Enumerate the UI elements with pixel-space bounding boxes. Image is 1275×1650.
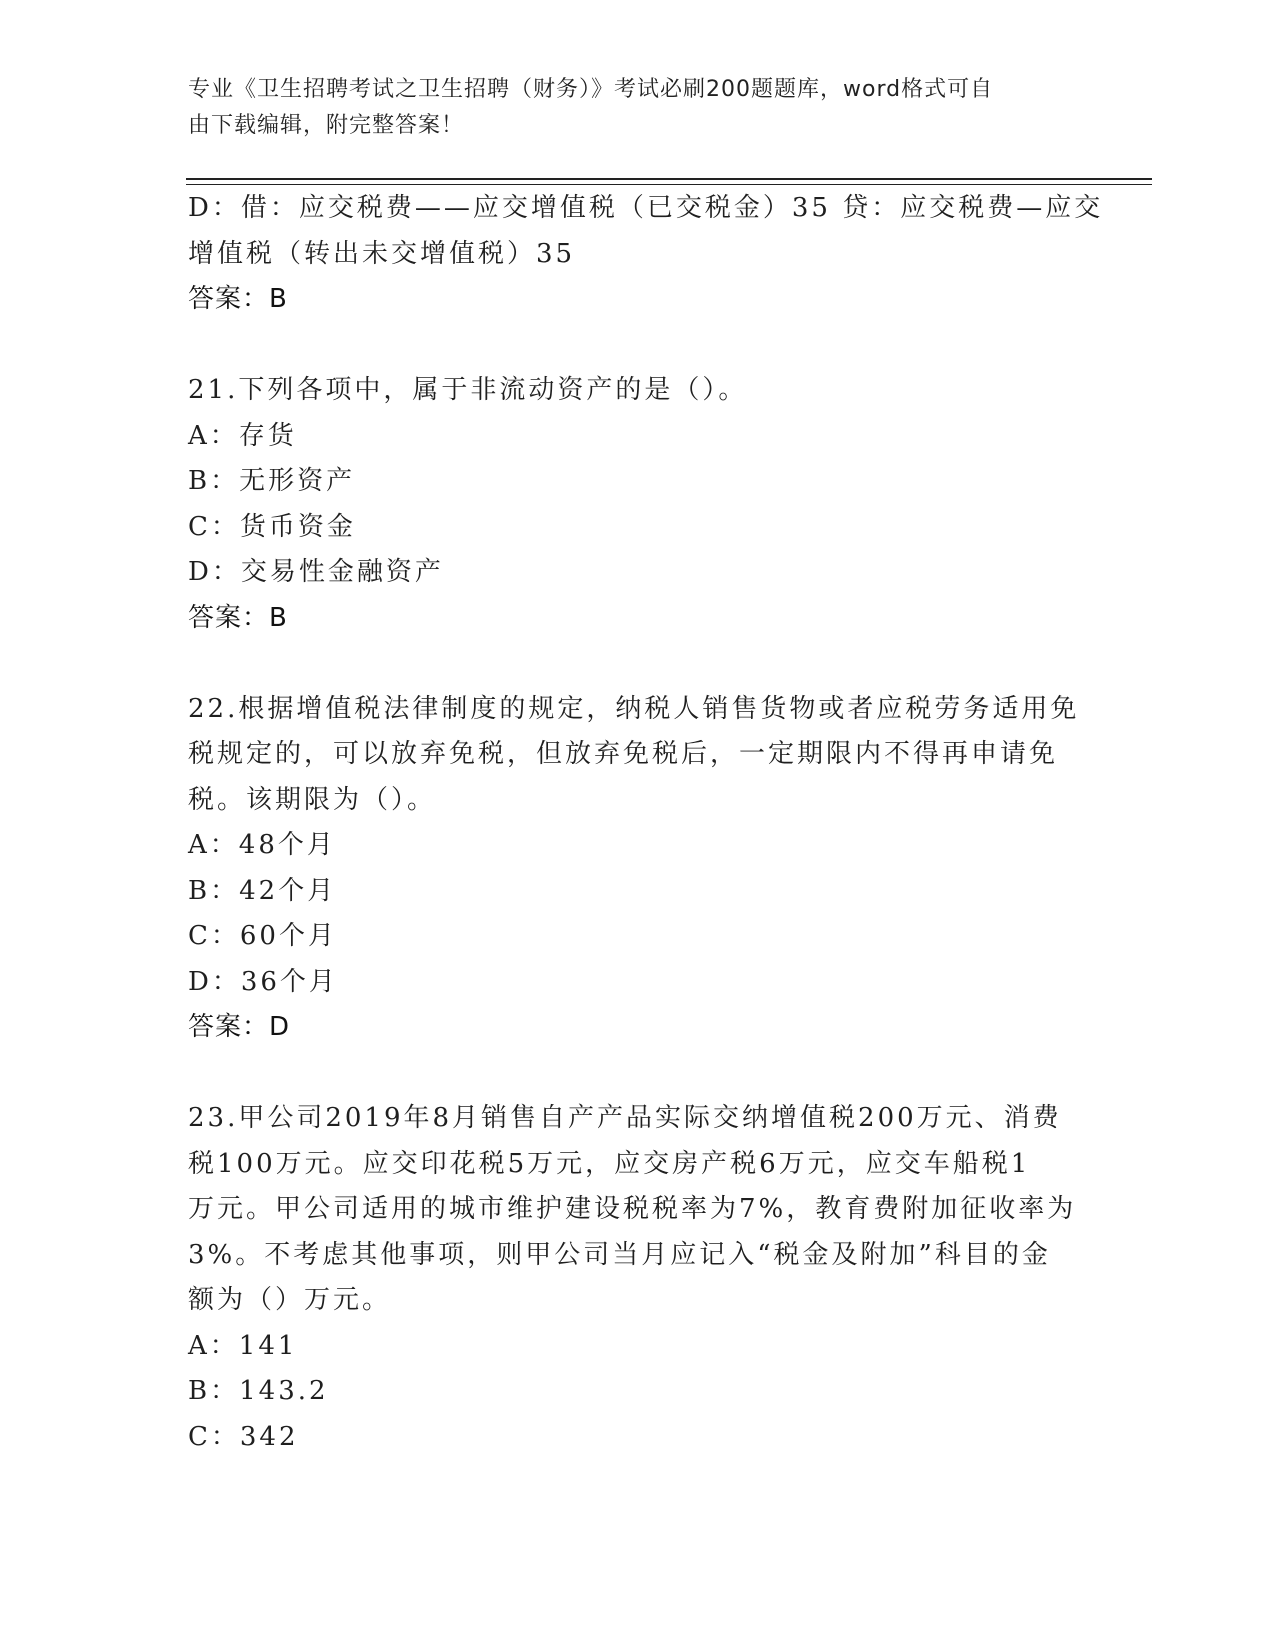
question-stem-line-3: 税。该期限为（）。 xyxy=(188,784,437,815)
question-stem-line-1: 22.根据增值税法律制度的规定，纳税人销售货物或者应税劳务适用免 xyxy=(188,693,1080,724)
option-b: B：143.2 xyxy=(188,1376,329,1406)
document-header xyxy=(188,72,1088,144)
option-d-line-2: 增值税（转出未交增值税）35 xyxy=(188,238,576,269)
option-a: A：48个月 xyxy=(188,830,336,860)
question-21 xyxy=(188,368,1088,641)
option-b: B：42个月 xyxy=(188,875,337,906)
question-stem-line-2: 税100万元。应交印花税5万元，应交房产税6万元，应交车船税1 xyxy=(188,1148,1031,1179)
question-stem: 21.下列各项中，属于非流动资产的是（）。 xyxy=(188,375,748,405)
option-a: A：141 xyxy=(188,1330,298,1361)
header-line-2: 由下载编辑，附完整答案！ xyxy=(188,113,465,138)
question-stem-line-5: 额为（）万元。 xyxy=(188,1285,392,1315)
option-c: C：60个月 xyxy=(188,921,337,951)
option-a: A：存货 xyxy=(188,420,297,451)
option-d-line-1: D：借：应交税费——应交增值税（已交税金）35 贷：应交税费—应交 xyxy=(188,193,1104,223)
option-c: C：342 xyxy=(188,1421,299,1452)
header-divider-thick xyxy=(186,178,1152,180)
answer-line: 答案：B xyxy=(188,284,288,314)
question-23 xyxy=(188,1096,1088,1460)
question-stem-line-2: 税规定的，可以放弃免税，但放弃免税后，一定期限内不得再申请免 xyxy=(188,739,1059,769)
option-b: B：无形资产 xyxy=(188,466,356,496)
question-stem-line-3: 万元。甲公司适用的城市维护建设税税率为7%，教育费附加征收率为 xyxy=(188,1194,1077,1224)
header-line-1: 专业《卫生招聘考试之卫生招聘（财务）》考试必刷200题题库，word格式可自 xyxy=(188,77,994,102)
question-stem-line-4: 3%。不考虑其他事项，则甲公司当月应记入“税金及附加”科目的金 xyxy=(188,1239,1051,1270)
previous-question-tail xyxy=(188,186,1104,323)
answer-line: 答案：D xyxy=(188,1012,291,1042)
question-stem-line-1: 23.甲公司2019年8月销售自产产品实际交纳增值税200万元、消费 xyxy=(188,1103,1062,1133)
option-d: D：36个月 xyxy=(188,966,338,997)
question-22 xyxy=(188,687,1088,1051)
option-c: C：货币资金 xyxy=(188,511,356,542)
answer-line: 答案：B xyxy=(188,602,288,633)
option-d: D：交易性金融资产 xyxy=(188,557,444,587)
question-content xyxy=(188,186,1104,1460)
header-divider-thin xyxy=(186,184,1152,185)
